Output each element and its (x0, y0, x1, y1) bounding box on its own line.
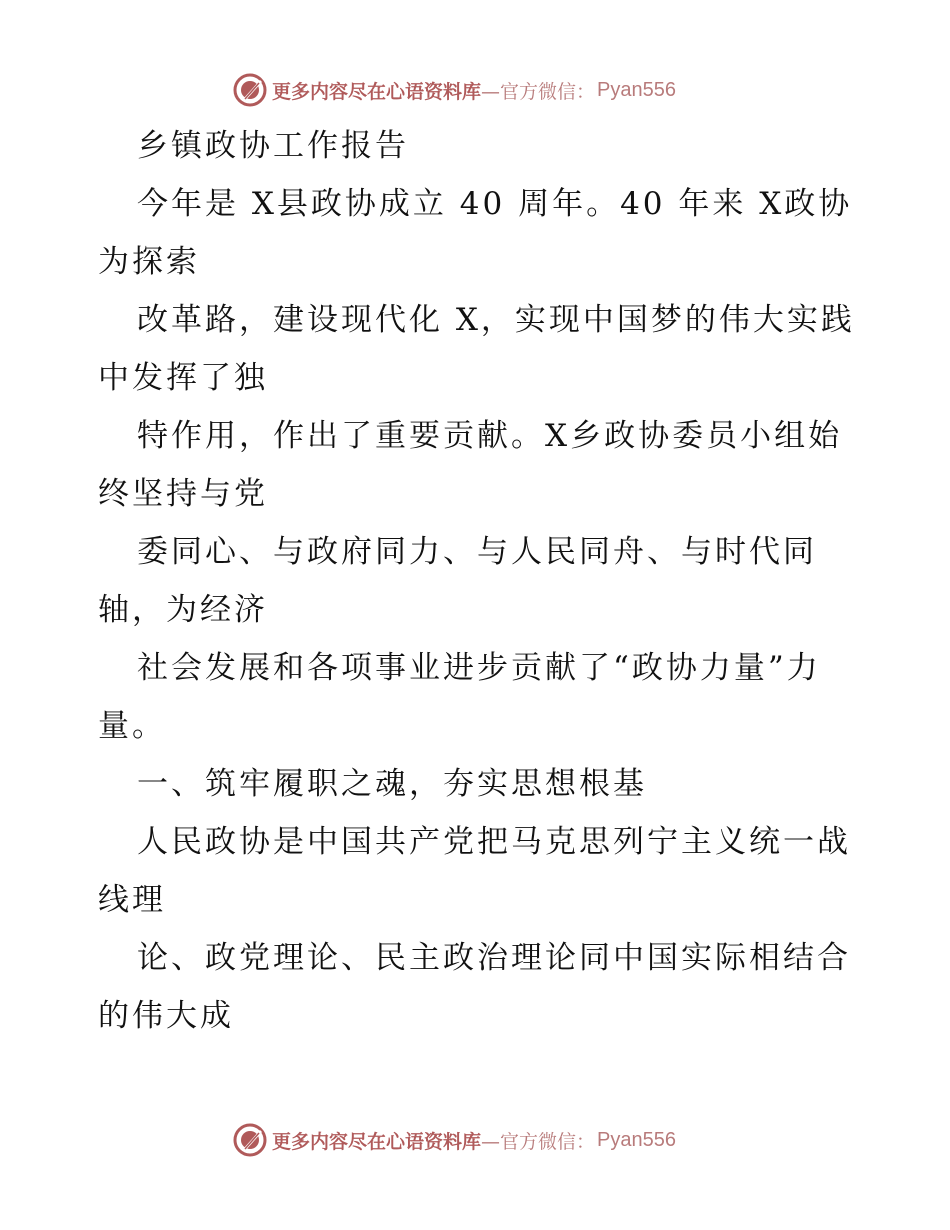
paragraph-line: 的伟大成 (98, 998, 234, 1034)
paragraph-line: 特作用，作出了重要贡献。X乡政协委员小组始 (137, 418, 843, 454)
paragraph-line: 中发挥了独 (98, 360, 268, 396)
paragraph-line: 轴，为经济 (98, 592, 268, 628)
paragraph-line: 论、政党理论、民主政治理论同中国实际相结合 (137, 940, 851, 976)
watermark-wechat-id: Pyan556 (597, 1128, 676, 1151)
section-heading: 一、筑牢履职之魂，夯实思想根基 (137, 766, 647, 802)
document-title: 乡镇政协工作报告 (137, 128, 409, 164)
header-watermark (232, 72, 676, 108)
paragraph-line: 社会发展和各项事业进步贡献了“政协力量”力 (137, 650, 821, 686)
watermark-official-label: —官方微信： (481, 1130, 596, 1153)
paragraph-line: 量。 (98, 708, 166, 744)
watermark-wechat-id: Pyan556 (597, 78, 676, 101)
watermark-brand-text: 更多内容尽在心语资料库 (272, 1130, 482, 1153)
footer-watermark (232, 1122, 676, 1158)
paragraph-line: 线理 (98, 882, 166, 918)
paragraph-line: 今年是 X县政协成立 40 周年。40 年来 X政协 (137, 186, 853, 222)
watermark-brand-text: 更多内容尽在心语资料库 (272, 80, 482, 103)
quill-pen-logo-icon (232, 1122, 268, 1158)
paragraph-line: 终坚持与党 (98, 476, 268, 512)
paragraph-line: 委同心、与政府同力、与人民同舟、与时代同 (137, 534, 817, 570)
paragraph-line: 人民政协是中国共产党把马克思列宁主义统一战 (137, 824, 851, 860)
watermark-official-label: —官方微信： (481, 80, 596, 103)
paragraph-line: 改革路，建设现代化 X，实现中国梦的伟大实践 (137, 302, 855, 338)
quill-pen-logo-icon (232, 72, 268, 108)
paragraph-line: 为探索 (98, 244, 200, 280)
